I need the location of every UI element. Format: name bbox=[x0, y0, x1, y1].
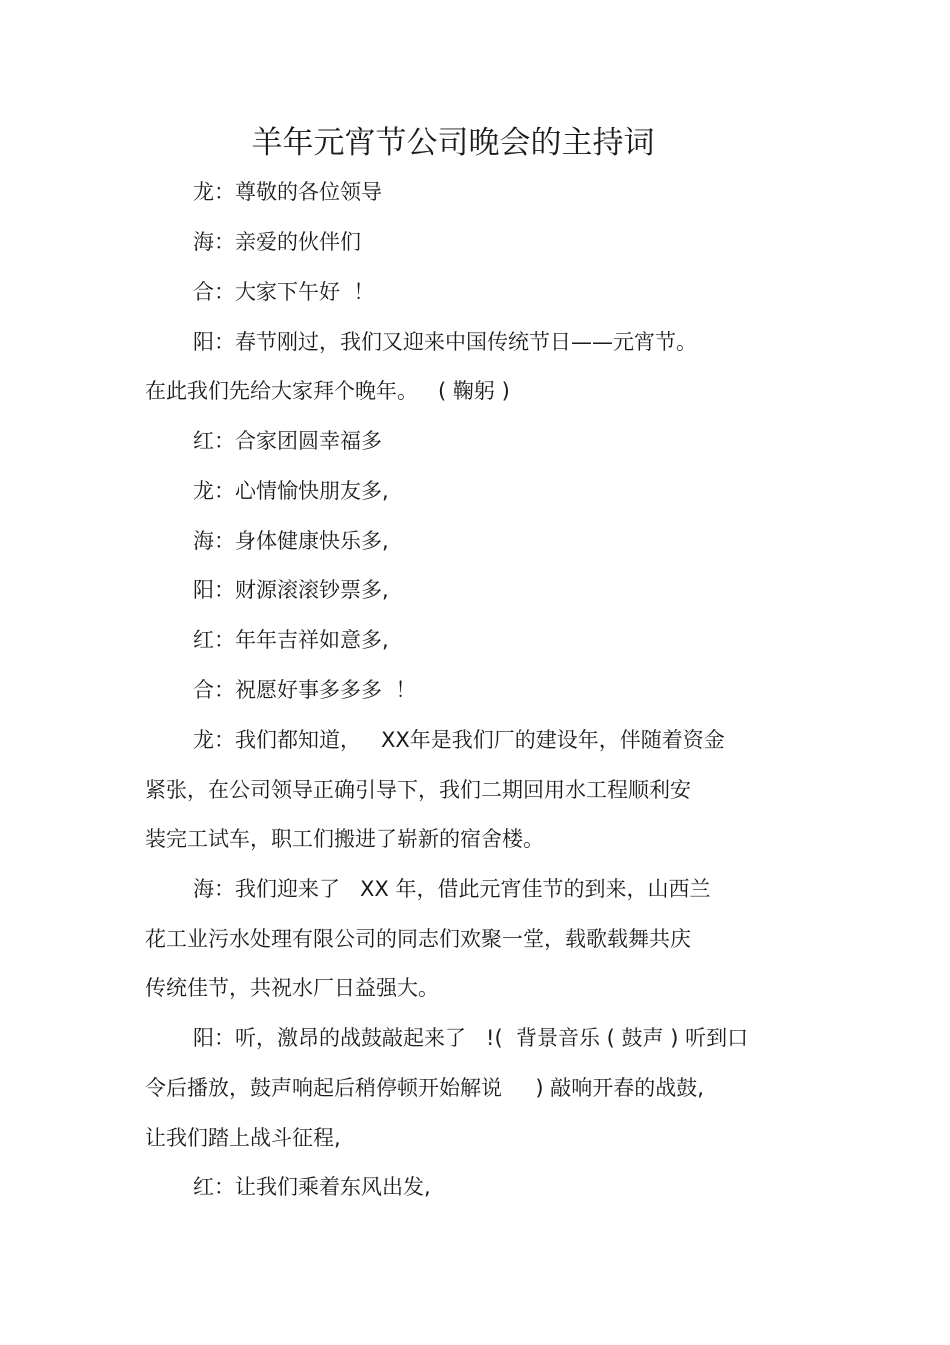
text-line: 紧张，在公司领导正确引导下，我们二期回用水工程顺利安 bbox=[145, 778, 691, 802]
text-line: 令后播放，鼓声响起后稍停顿开始解说 ) 敲响开春的战鼓, bbox=[145, 1076, 704, 1100]
text-line: 龙：我们都知道， XX年是我们厂的建设年，伴随着资金 bbox=[193, 728, 725, 752]
text-line: 海：身体健康快乐多, bbox=[193, 529, 389, 553]
text-line: 红：合家团圆幸福多 bbox=[193, 429, 382, 453]
text-line: 龙：心情愉快朋友多, bbox=[193, 479, 389, 503]
text-line: 合：大家下午好 ！ bbox=[193, 280, 375, 304]
text-line: 花工业污水处理有限公司的同志们欢聚一堂，载歌载舞共庆 bbox=[145, 927, 691, 951]
text-line: 龙：尊敬的各位领导 bbox=[193, 180, 382, 204]
text-line: 在此我们先给大家拜个晚年。 ( 鞠躬 ) bbox=[145, 379, 510, 403]
text-line: 阳：财源滚滚钞票多, bbox=[193, 578, 389, 602]
text-line: 阳：春节刚过，我们又迎来中国传统节日——元宵节。 bbox=[193, 330, 697, 354]
text-line: 传统佳节，共祝水厂日益强大。 bbox=[145, 976, 439, 1000]
text-line: 红：让我们乘着东风出发, bbox=[193, 1175, 431, 1199]
document-title: 羊年元宵节公司晚会的主持词 bbox=[251, 125, 655, 161]
text-line: 合：祝愿好事多多多 ！ bbox=[193, 678, 417, 702]
text-line: 海：亲爱的伙伴们 bbox=[193, 230, 361, 254]
text-line: 红：年年吉祥如意多, bbox=[193, 628, 389, 652]
text-line: 装完工试车，职工们搬进了崭新的宿舍楼。 bbox=[145, 827, 544, 851]
text-line: 阳：听，激昂的战鼓敲起来了 !( 背景音乐 ( 鼓声 ) 听到口 bbox=[193, 1026, 749, 1050]
text-line: 海：我们迎来了 XX 年，借此元宵佳节的到来，山西兰 bbox=[193, 877, 711, 901]
text-line: 让我们踏上战斗征程, bbox=[145, 1126, 341, 1150]
